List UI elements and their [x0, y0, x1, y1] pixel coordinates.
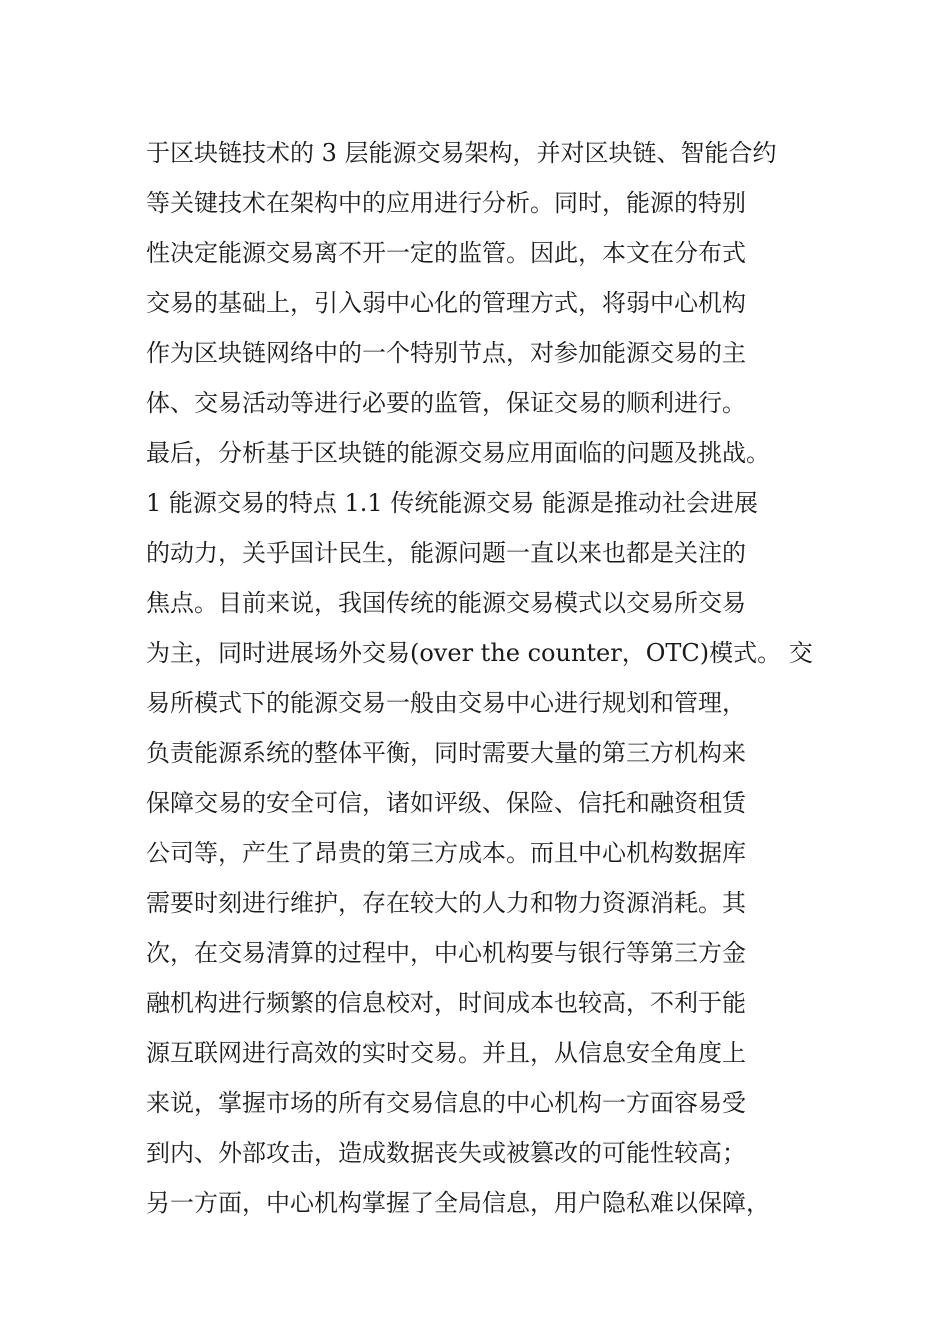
text-line: 焦点。目前来说，我国传统的能源交易模式以交易所交易: [146, 589, 746, 617]
text-line: 需要时刻进行维护，存在较大的人力和物力资源消耗。其: [146, 889, 746, 917]
text-line: 另一方面，中心机构掌握了全局信息，用户隐私难以保障，: [146, 1189, 770, 1217]
text-line: 易所模式下的能源交易一般由交易中心进行规划和管理，: [146, 689, 746, 717]
text-line: 源互联网进行高效的实时交易。并且，从信息安全角度上: [146, 1039, 746, 1067]
text-line: 公司等，产生了昂贵的第三方成本。而且中心机构数据库: [146, 839, 746, 867]
text-line: 来说，掌握市场的所有交易信息的中心机构一方面容易受: [146, 1089, 746, 1117]
text-line: 到内、外部攻击，造成数据丧失或被篡改的可能性较高；: [146, 1139, 746, 1167]
text-line: 的动力，关乎国计民生，能源问题一直以来也都是关注的: [146, 539, 746, 567]
text-line: 等关键技术在架构中的应用进行分析。同时，能源的特别: [146, 189, 746, 217]
text-line: 性决定能源交易离不开一定的监管。因此，本文在分布式: [146, 239, 746, 267]
body-text: [146, 128, 836, 1228]
text-line: 体、交易活动等进行必要的监管，保证交易的顺利进行。: [146, 389, 746, 417]
text-line: 1 能源交易的特点 1.1 传统能源交易 能源是推动社会进展: [146, 489, 758, 517]
text-line: 作为区块链网络中的一个特别节点，对参加能源交易的主: [146, 339, 746, 367]
text-line: 最后，分析基于区块链的能源交易应用面临的问题及挑战。: [146, 439, 770, 467]
text-line: 为主，同时进展场外交易(over the counter，OTC)模式。 交: [146, 639, 813, 667]
text-line: 融机构进行频繁的信息校对，时间成本也较高，不利于能: [146, 989, 746, 1017]
text-line: 负责能源系统的整体平衡，同时需要大量的第三方机构来: [146, 739, 746, 767]
text-line: 交易的基础上，引入弱中心化的管理方式，将弱中心机构: [146, 289, 746, 317]
text-line: 于区块链技术的 3 层能源交易架构，并对区块链、智能合约: [146, 139, 777, 167]
text-line: 保障交易的安全可信，诸如评级、保险、信托和融资租赁: [146, 789, 746, 817]
text-line: 次，在交易清算的过程中，中心机构要与银行等第三方金: [146, 939, 746, 967]
